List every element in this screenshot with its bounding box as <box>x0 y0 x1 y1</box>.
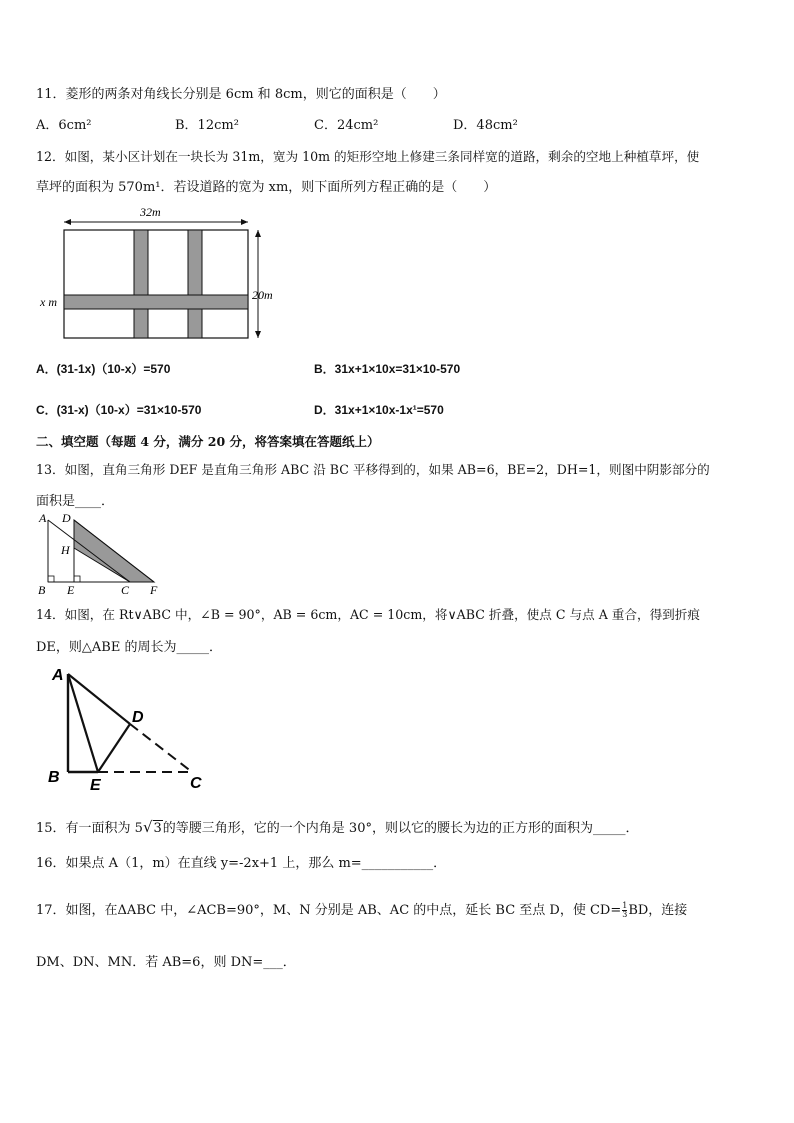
q12-option-c: C．(31-x)（10-x）=31×10-570 <box>36 403 202 417</box>
q14-fold-figure <box>40 660 220 796</box>
q13-stem-line1: 13．如图，直角三角形 DEF 是直角三角形 ABC 沿 BC 平移得到的，如果 AB=6，BE=2，DH=1，则图中阴影部分的 <box>36 462 710 477</box>
q14-stem-line1: 14．如图，在 Rt∨ABC 中，∠B = 90°，AB = 6cm，AC = 10cm，将∨ABC 折叠，使点 C 与点 A 重合，得到折痕 <box>36 607 700 622</box>
q11-option-b: B．12cm² <box>175 118 239 133</box>
q11-option-d: D．48cm² <box>453 118 518 133</box>
q15-suffix: 的等腰三角形，它的一个内角是 30°，则以它的腰长为边的正方形的面积为_____． <box>162 821 639 836</box>
q14-label-b: B <box>48 769 60 786</box>
q13-label-d: D <box>62 511 71 525</box>
q12-road-figure <box>36 200 286 348</box>
q12-road-vertical-2 <box>188 230 202 338</box>
q13-label-f: F <box>150 583 158 597</box>
q15-stem <box>36 817 638 836</box>
q12-stem-line1: 12．如图，某小区计划在一块长为 31m，宽为 10m 的矩形空地上修建三条同样宽的道路，剩余的空地上种植草坪，使 <box>36 149 700 164</box>
q14-stem-line2: DE，则△ABE 的周长为_____． <box>36 640 222 655</box>
q13-stem-line2: 面积是____． <box>36 494 115 509</box>
q15-prefix: 15．有一面积为 5 <box>36 821 143 836</box>
q13-label-b: B <box>38 583 46 597</box>
q12-label-x: x m <box>40 295 57 309</box>
q13-label-a: A <box>39 511 47 525</box>
q17-stem-line2: DM、DN、MN．若 AB=6，则 DN=___． <box>36 955 296 970</box>
q11-stem: 11．菱形的两条对角线长分别是 6cm 和 8cm，则它的面积是（ ） <box>36 87 446 102</box>
q14-label-d: D <box>132 709 144 726</box>
q17-line1-end: BD，连接 <box>628 903 688 918</box>
sqrt-icon: √ <box>142 818 153 836</box>
q12-label-width: 20m <box>252 288 273 302</box>
q12-option-a: A．(31-1x)（10-x）=570 <box>36 362 171 376</box>
q13-label-h: H <box>61 543 70 557</box>
q14-label-e: E <box>90 777 101 794</box>
q12-road-vertical-1 <box>134 230 148 338</box>
q12-option-b: B．31x+1×10x=31×10-570 <box>314 362 461 376</box>
q17-frac-den: 3 <box>622 910 628 919</box>
q11-option-a: A．6cm² <box>36 118 92 133</box>
section-2-title: 二、填空题（每题 4 分，满分 20 分，将答案填在答题纸上） <box>36 434 380 449</box>
q17-line1-text: 17．如图，在ΔABC 中，∠ACB=90°，M、N 分别是 AB、AC 的中点，延长 BC 至点 D，使 CD= <box>36 903 622 918</box>
q12-road-horizontal <box>64 295 248 309</box>
q12-label-length: 32m <box>140 205 161 219</box>
q13-label-e: E <box>67 583 75 597</box>
q12-option-d: D．31x+1×10x-1x¹=570 <box>314 403 444 417</box>
q13-label-c: C <box>121 583 130 597</box>
q15-radicand: 3 <box>153 821 162 836</box>
q14-label-c: C <box>190 775 202 792</box>
q12-plot-rect <box>64 230 248 338</box>
q14-label-a: A <box>52 667 64 684</box>
q17-fraction <box>622 902 627 919</box>
q11-option-c: C．24cm² <box>314 118 379 133</box>
q16-stem: 16．如果点 A（1，m）在直线 y=-2x+1 上，那么 m=___________． <box>36 856 447 871</box>
q17-frac-num: 1 <box>622 901 628 910</box>
q12-stem-line2: 草坪的面积为 570m¹．若设道路的宽为 xm，则下面所列方程正确的是（ ） <box>36 180 497 195</box>
q17-stem-line1 <box>36 899 687 919</box>
q13-translation-figure <box>34 510 174 598</box>
